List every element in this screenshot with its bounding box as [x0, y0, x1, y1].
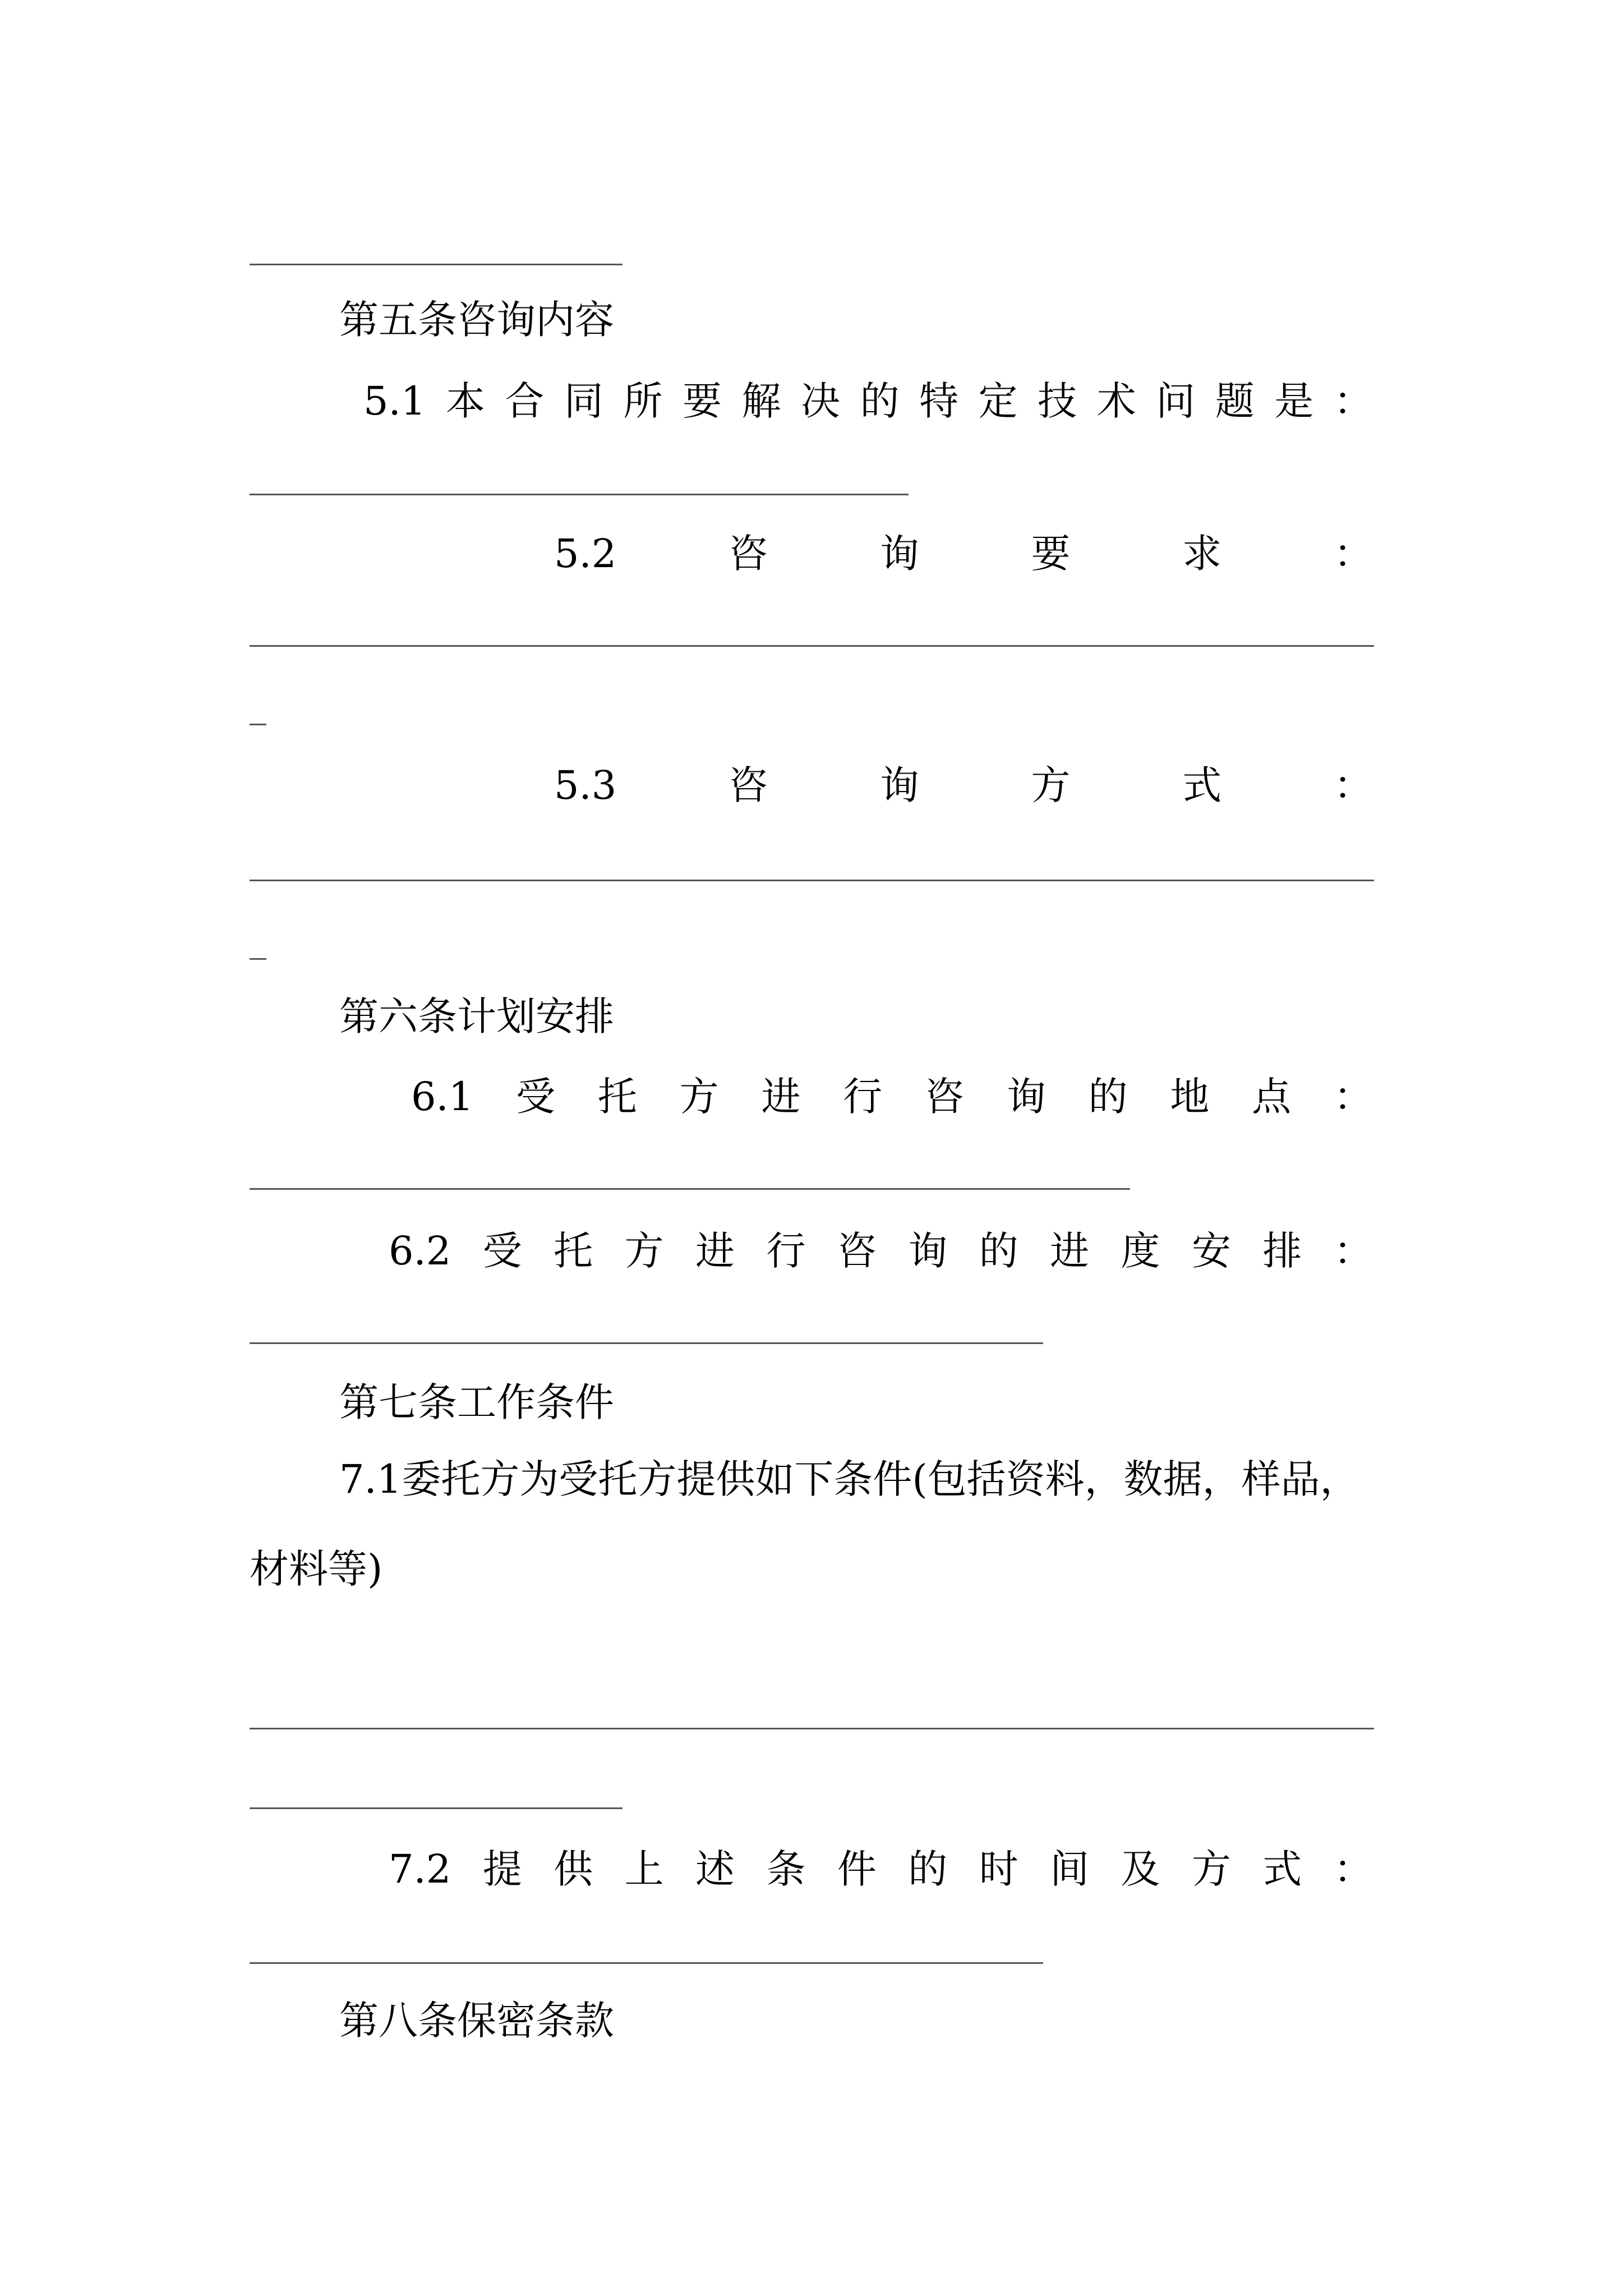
item-char: 进 [695, 1228, 735, 1274]
blank-line [250, 1342, 1043, 1344]
blank-line-continuation [250, 724, 266, 725]
item-char: 询 [908, 1228, 948, 1274]
item-char: 所 [623, 378, 663, 424]
item-char: 托 [597, 1074, 637, 1120]
item-char: 受 [482, 1228, 522, 1274]
article-6-heading: 第六条计划安排 [339, 993, 614, 1039]
item-char: 题 [1215, 378, 1255, 424]
item-char: 的 [979, 1228, 1018, 1274]
item-char: 进 [761, 1074, 801, 1120]
item-char: 求 [1182, 531, 1222, 577]
item-char: 询 [879, 531, 919, 577]
item-char: 咨 [728, 762, 768, 808]
item-char: 方 [1031, 762, 1071, 808]
item-char: 术 [1096, 378, 1136, 424]
item-char: 的 [860, 378, 900, 424]
item-char: 询 [879, 762, 919, 808]
item-char: 行 [843, 1074, 883, 1120]
item-char: 式 [1182, 762, 1222, 808]
item-char: ： [1334, 762, 1373, 808]
item-char: 方 [1191, 1846, 1231, 1892]
article-8-heading: 第八条保密条款 [339, 1998, 614, 2044]
item-char: 方 [679, 1074, 719, 1120]
item-char: 安 [1191, 1228, 1231, 1274]
item-char: 上 [624, 1846, 664, 1892]
article-7-heading: 第七条工作条件 [339, 1379, 614, 1425]
item-5-2 [554, 530, 1373, 577]
item-5-3 [554, 762, 1373, 809]
blank-line-continuation [250, 958, 266, 960]
item-char: 行 [766, 1228, 806, 1274]
item-char: 本 [445, 378, 485, 424]
item-number: 5.3 [554, 762, 617, 808]
item-char: ： [1333, 1846, 1373, 1892]
item-char: 咨 [925, 1074, 965, 1120]
blank-line [250, 1962, 1043, 1964]
item-char: 定 [978, 378, 1018, 424]
item-char: 的 [1088, 1074, 1128, 1120]
item-5-1 [363, 378, 1373, 425]
item-char: 技 [1038, 378, 1077, 424]
item-char: 合 [505, 378, 545, 424]
item-char: 咨 [728, 531, 768, 577]
item-char: 的 [908, 1846, 948, 1892]
blank-line [250, 880, 1374, 881]
blank-line [250, 1188, 1130, 1190]
article-5-heading: 第五条咨询内容 [339, 297, 614, 343]
item-char: 条 [766, 1846, 806, 1892]
item-char: ： [1333, 378, 1373, 424]
item-6-2 [389, 1227, 1373, 1274]
item-char: 解 [741, 378, 781, 424]
blank-line [250, 1728, 1374, 1729]
item-char: 点 [1252, 1074, 1292, 1120]
item-char: 及 [1121, 1846, 1160, 1892]
item-char: ： [1333, 1228, 1373, 1274]
item-char: 特 [919, 378, 959, 424]
item-char: ： [1333, 1074, 1373, 1120]
item-char: 咨 [837, 1228, 877, 1274]
item-char: 时 [979, 1846, 1018, 1892]
item-number: 6.1 [411, 1074, 474, 1120]
item-char: 是 [1274, 378, 1314, 424]
blank-line [250, 1807, 623, 1809]
item-7-1: 7.1委托方为受托方提供如下条件(包括资料，数据，样品，材料等) [250, 1456, 1359, 1592]
item-7-2 [389, 1846, 1373, 1893]
item-char: 托 [554, 1228, 593, 1274]
item-char: 询 [1006, 1074, 1046, 1120]
item-char: 地 [1170, 1074, 1210, 1120]
item-char: 间 [1050, 1846, 1090, 1892]
item-number: 5.2 [554, 531, 617, 577]
blank-line [250, 264, 623, 265]
item-char: 式 [1262, 1846, 1302, 1892]
item-char: 问 [1156, 378, 1196, 424]
item-char: 同 [564, 378, 603, 424]
item-char: 决 [801, 378, 841, 424]
item-char: 述 [695, 1846, 735, 1892]
item-6-1 [411, 1073, 1373, 1120]
item-char: ： [1334, 531, 1373, 577]
item-char: 进 [1050, 1228, 1090, 1274]
item-char: 要 [682, 378, 722, 424]
item-number: 6.2 [389, 1228, 451, 1274]
item-number: 7.2 [389, 1846, 451, 1892]
blank-line [250, 494, 909, 495]
item-char: 要 [1031, 531, 1071, 577]
item-char: 度 [1121, 1228, 1160, 1274]
item-number: 5.1 [363, 378, 426, 424]
item-char: 件 [837, 1846, 877, 1892]
blank-line [250, 645, 1374, 647]
item-char: 方 [624, 1228, 664, 1274]
item-char: 提 [482, 1846, 522, 1892]
item-char: 供 [554, 1846, 593, 1892]
item-char: 排 [1262, 1228, 1302, 1274]
item-char: 受 [516, 1074, 556, 1120]
